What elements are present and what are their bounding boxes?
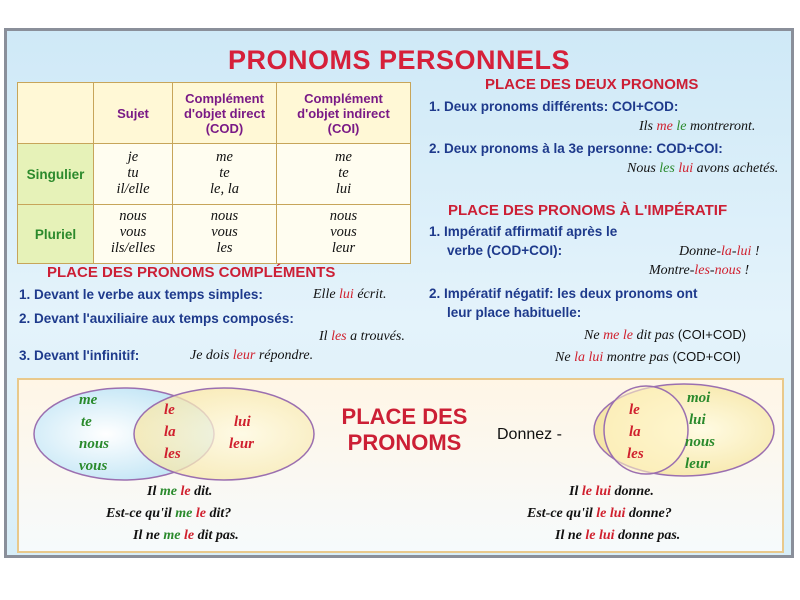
venn-word: lui xyxy=(234,414,251,430)
imperatif-example-2: Montre-les-nous ! xyxy=(649,263,750,278)
center-title-line: PRONOMS xyxy=(347,430,462,455)
venn-word: la xyxy=(164,424,176,440)
row-label-pluriel: Pluriel xyxy=(17,204,94,264)
venn-right-inner xyxy=(604,386,688,474)
venn-word: moi xyxy=(687,390,711,406)
poster xyxy=(4,28,794,558)
deux-example-1: Ils me le montreront. xyxy=(639,119,756,134)
venn-left-circle-b xyxy=(134,388,314,480)
cell-singulier-cod xyxy=(172,143,277,205)
imperatif-rule-2b: leur place habituelle: xyxy=(447,305,582,320)
table-corner xyxy=(17,82,94,144)
venn-word: nous xyxy=(79,436,110,452)
pronoun: nous xyxy=(119,208,147,224)
header-cod: Complément d'objet direct (COD) xyxy=(172,82,277,144)
complements-heading: PLACE DES PRONOMS COMPLÉMENTS xyxy=(47,264,336,281)
deux-example-2: Nous les lui avons achetés. xyxy=(627,161,779,176)
complements-example-2: Il les a trouvés. xyxy=(319,329,405,344)
venn-word: nous xyxy=(685,434,716,450)
venn-word: les xyxy=(164,446,181,462)
bottom-example-left-1: Il me le dit. xyxy=(147,484,213,499)
pronoun: ils/elles xyxy=(110,240,156,256)
imperatif-example-3: Ne me le dit pas (COI+COD) xyxy=(584,327,747,343)
pronoun: te xyxy=(338,165,349,181)
pronoun: vous xyxy=(330,224,357,240)
page-title: PRONOMS PERSONNELS xyxy=(227,45,571,75)
deux-pronoms-heading: PLACE DES DEUX PRONOMS xyxy=(485,76,699,93)
deux-rule-1: 1. Deux pronoms différents: COI+COD: xyxy=(429,99,679,114)
complements-example-3: Je dois leur répondre. xyxy=(190,348,314,363)
cell-pluriel-sujet xyxy=(93,204,173,264)
imperatif-rule-2a: 2. Impératif négatif: les deux pronoms ont xyxy=(429,286,698,301)
venn-word: te xyxy=(81,414,92,430)
pronoun: nous xyxy=(329,208,358,224)
imperatif-heading: PLACE DES PRONOMS À L'IMPÉRATIF xyxy=(448,202,728,219)
imperatif-example-4: Ne la lui montre pas (COD+COI) xyxy=(555,349,741,365)
pronoun: leur xyxy=(331,240,356,256)
cell-singulier-sujet xyxy=(93,143,173,205)
donnez-label: Donnez - xyxy=(497,426,562,443)
imperatif-rule-1b: verbe (COD+COI): xyxy=(447,243,563,258)
complements-rule-3: 3. Devant l'infinitif: xyxy=(19,348,140,363)
pronoun: lui xyxy=(335,181,352,197)
pronoun: je xyxy=(127,149,139,165)
center-title xyxy=(337,404,472,456)
pronoun: tu xyxy=(127,165,139,181)
venn-word: leur xyxy=(229,436,255,452)
place-des-pronoms-panel xyxy=(17,378,784,553)
venn-word: les xyxy=(627,446,644,462)
bottom-example-left-3: Il ne me le dit pas. xyxy=(133,528,239,543)
bottom-example-right-1: Il le lui donne. xyxy=(569,484,654,499)
venn-word: le xyxy=(164,402,175,418)
pronoun: nous xyxy=(210,208,239,224)
venn-word: me xyxy=(79,392,98,408)
venn-word: vous xyxy=(79,458,108,474)
venn-word: le xyxy=(629,402,640,418)
complements-rule-2: 2. Devant l'auxiliaire aux temps composés: xyxy=(19,311,294,326)
complements-rule-1: 1. Devant le verbe aux temps simples: xyxy=(19,287,263,302)
pronoun: vous xyxy=(119,224,147,240)
pronoun: te xyxy=(219,165,230,181)
pronoun: le, la xyxy=(210,181,239,197)
cell-pluriel-cod xyxy=(172,204,277,264)
venn-word: leur xyxy=(685,456,711,472)
deux-rule-2: 2. Deux pronoms à la 3e personne: COD+COI: xyxy=(429,141,723,156)
pronoun: me xyxy=(335,149,352,165)
bottom-example-right-2: Est-ce qu'il le lui donne? xyxy=(527,506,672,521)
center-title-line: PLACE DES xyxy=(341,404,468,429)
cell-singulier-coi xyxy=(276,143,411,205)
pronoun: vous xyxy=(211,224,238,240)
imperatif-example-1: Donne-la-lui ! xyxy=(679,244,760,259)
row-label-singulier: Singulier xyxy=(17,143,94,205)
bottom-example-right-3: Il ne le lui donne pas. xyxy=(555,528,681,543)
pronoun: me xyxy=(216,149,233,165)
cell-pluriel-coi xyxy=(276,204,411,264)
venn-word: lui xyxy=(689,412,706,428)
complements-example-1: Elle lui écrit. xyxy=(313,287,387,302)
bottom-example-left-2: Est-ce qu'il me le dit? xyxy=(106,506,232,521)
venn-word: la xyxy=(629,424,641,440)
header-coi: Complément d'objet indirect (COI) xyxy=(276,82,411,144)
pronoun: les xyxy=(216,240,233,256)
pronoun: il/elle xyxy=(116,181,150,197)
pronoun-table xyxy=(17,82,411,278)
imperatif-rule-1a: 1. Impératif affirmatif après le xyxy=(429,224,618,239)
header-sujet: Sujet xyxy=(93,82,173,144)
